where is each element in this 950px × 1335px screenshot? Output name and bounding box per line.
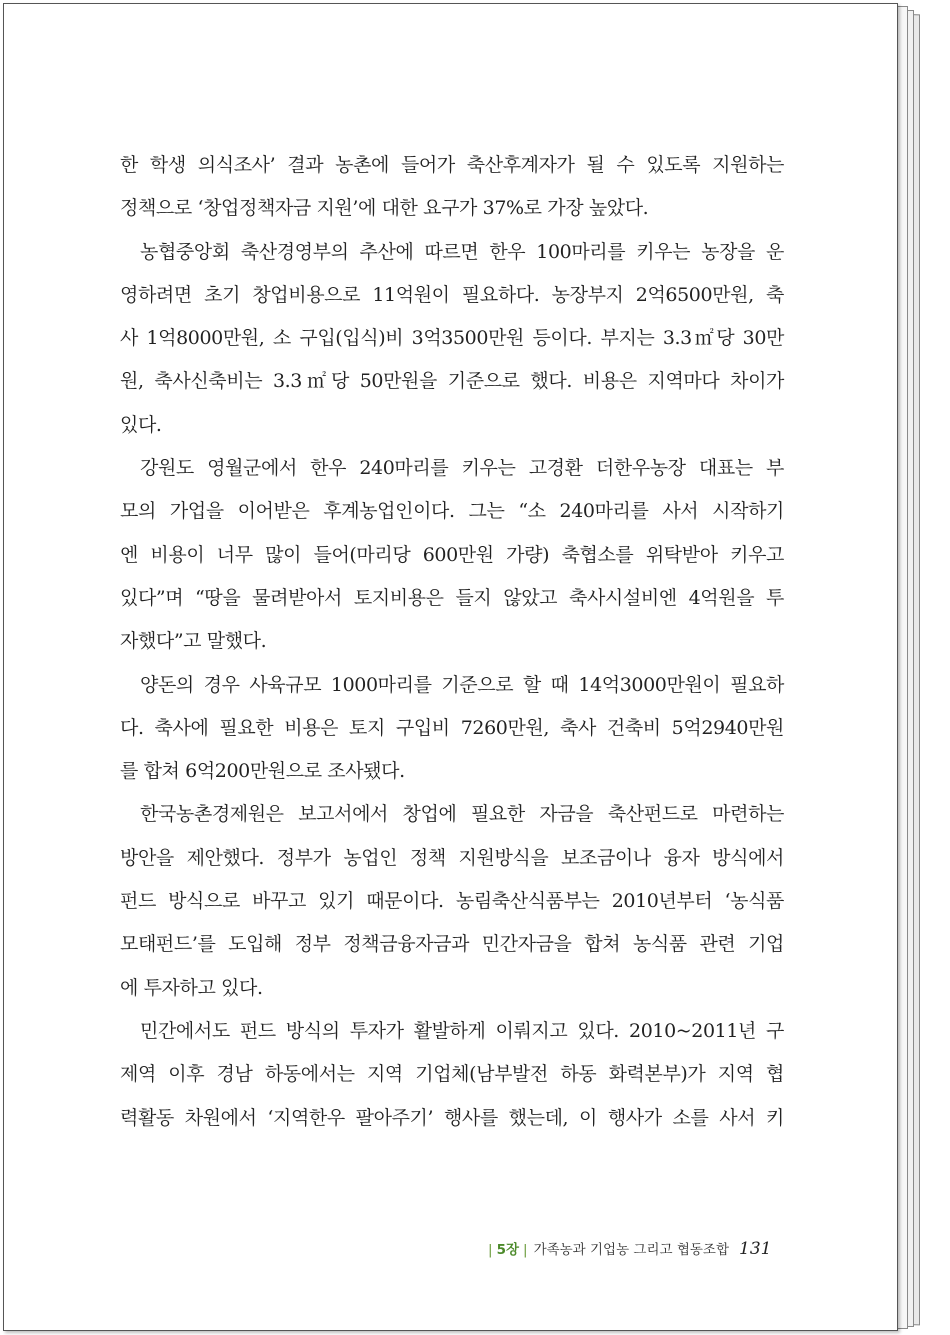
- text-line: 사 1억8000만원, 소 구입(입식)비 3억3500만원 등이다. 부지는 3.3㎡당 30만: [120, 327, 784, 350]
- body-text: [120, 144, 784, 1140]
- text-line: 양돈의 경우 사육규모 1000마리를 기준으로 할 때 14억3000만원이 필요하: [140, 673, 784, 696]
- text-line: 한 학생 의식조사’ 결과 농촌에 들어가 축산후계자가 될 수 있도록 지원하는: [120, 154, 784, 176]
- text-line: 력활동 차원에서 ‘지역한우 팔아주기’ 행사를 했는데, 이 행사가 소를 사서 키: [120, 1106, 784, 1129]
- text-line: 있다”며 “땅을 물려받아서 토지비용은 들지 않았고 축사시설비엔 4억원을 투: [120, 586, 784, 609]
- text-line: 원, 축사신축비는 3.3㎡당 50만원을 기준으로 했다. 비용은 지역마다 차이가: [120, 370, 784, 393]
- text-line: 모의 가업을 이어받은 후계농업인이다. 그는 “소 240마리를 사서 시작하기: [120, 500, 784, 523]
- chapter-title: 가족농과 기업농 그리고 협동조합: [533, 1242, 730, 1258]
- text-line: 영하려면 초기 창업비용으로 11억원이 필요하다. 농장부지 2억6500만원, 축: [120, 283, 784, 306]
- text-line: 강원도 영월군에서 한우 240마리를 키우는 고경환 더한우농장 대표는 부: [140, 457, 784, 480]
- divider: |: [523, 1242, 528, 1258]
- chapter-label: 5장: [496, 1242, 519, 1258]
- book-page: [3, 3, 898, 1331]
- text-line: 농협중앙회 축산경영부의 추산에 따르면 한우 100마리를 키우는 농장을 운: [140, 240, 784, 263]
- divider: |: [488, 1242, 493, 1258]
- text-line: 자했다”고 말했다.: [120, 630, 267, 653]
- text-line: 방안을 제안했다. 정부가 농업인 정책 지원방식을 보조금이나 융자 방식에서: [120, 846, 784, 869]
- text-line: 한국농촌경제원은 보고서에서 창업에 필요한 자금을 축산펀드로 마련하는: [140, 803, 784, 826]
- page-number: 131: [739, 1239, 772, 1259]
- text-line: 다. 축사에 필요한 비용은 토지 구입비 7260만원, 축사 건축비 5억2940만원: [120, 716, 784, 739]
- text-line: 엔 비용이 너무 많이 들어(마리당 600만원 가량) 축협소를 위탁받아 키우고: [120, 543, 784, 566]
- text-line: 모태펀드’를 도입해 정부 정책금융자금과 민간자금을 합쳐 농식품 관련 기업: [120, 933, 784, 956]
- text-line: 펀드 방식으로 바꾸고 있기 때문이다. 농림축산식품부는 2010년부터 ‘농식품: [120, 890, 784, 913]
- text-line: 에 투자하고 있다.: [120, 976, 263, 999]
- text-line: 를 합쳐 6억200만원으로 조사됐다.: [120, 760, 405, 783]
- text-line: 정책으로 ‘창업정책자금 지원’에 대한 요구가 37%로 가장 높았다.: [120, 197, 649, 220]
- text-line: 민간에서도 펀드 방식의 투자가 활발하게 이뤄지고 있다. 2010~2011년 구: [140, 1019, 784, 1042]
- page-footer: [484, 1238, 771, 1259]
- text-line: 제역 이후 경남 하동에서는 지역 기업체(남부발전 하동 화력본부)가 지역 협: [120, 1063, 784, 1086]
- text-line: 있다.: [120, 413, 162, 436]
